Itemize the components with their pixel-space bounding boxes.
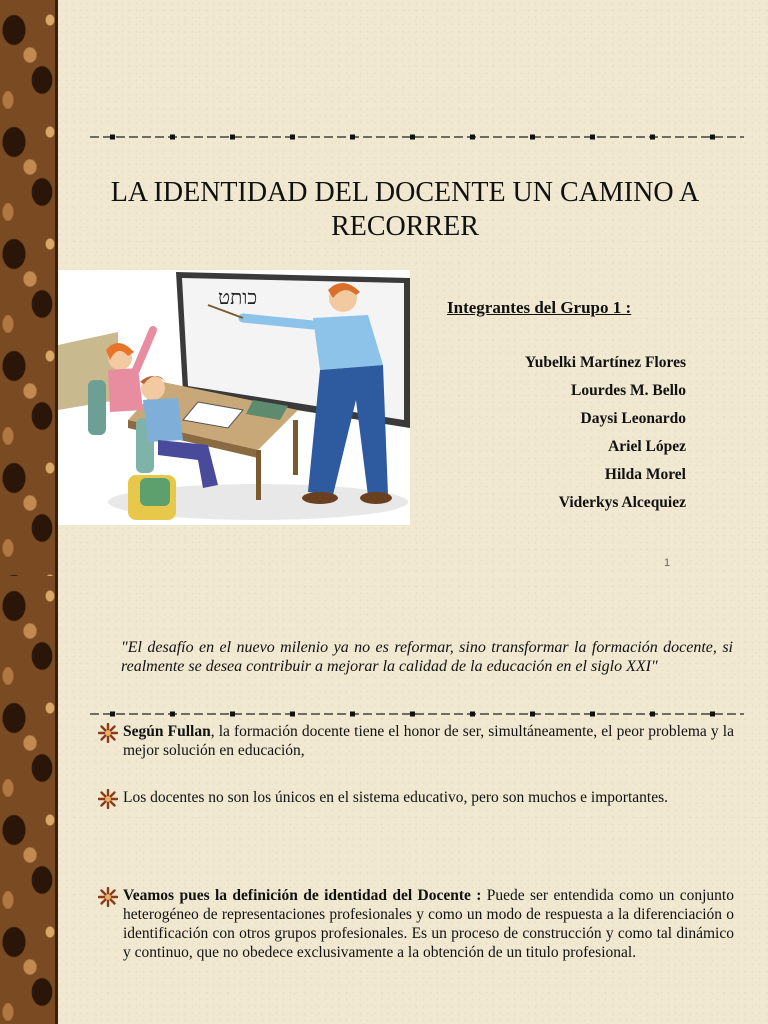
wood-border (0, 0, 58, 576)
bullet-body: Puede ser entendida como un conjunto heterogéneo de representaciones profesionales y como un modo de respuesta a la diferenciación o identificación con otros grupos profesionales. Es un proceso de construcción y como tal dinámico y continuo, que no obedece exclusivamente a la obtención de un titulo profesional. (123, 887, 734, 961)
bullet-body: Los docentes no son los únicos en el sistema educativo, pero son muchos e importantes. (123, 789, 668, 806)
member-name: Hilda Morel (604, 466, 686, 483)
member-name: Yubelki Martínez Flores (524, 354, 686, 371)
bullet-item (98, 788, 734, 809)
bullet-lead: Según Fullan (123, 723, 211, 740)
wood-border (0, 576, 58, 1024)
classroom-illustration (58, 270, 410, 525)
member-list (420, 349, 686, 517)
bullet-text (118, 788, 734, 809)
bullet-item (98, 886, 734, 962)
bullet-item (98, 722, 734, 760)
member-name: Lourdes M. Bello (571, 382, 686, 399)
svg-text:כותט: כותט (218, 285, 258, 309)
slide-title: LA IDENTIDAD DEL DOCENTE UN CAMINO A RECORRER (110, 177, 700, 242)
star-bullet-icon (98, 723, 118, 743)
member-name: Daysi Leonardo (580, 410, 686, 427)
page-number: 1 (664, 557, 671, 569)
bullet-text (118, 886, 734, 962)
decorative-dash-line (90, 133, 744, 141)
member-name: Ariel López (608, 438, 686, 455)
bullet-body: , la formación docente tiene el honor de ser, simultáneamente, el peor problema y la mejor solución en educación, (123, 723, 734, 759)
decorative-dash-line (90, 710, 744, 718)
bullet-lead: Veamos pues la definición de identidad del Docente : (123, 887, 482, 904)
star-bullet-icon (98, 789, 118, 809)
group-heading: Integrantes del Grupo 1 : (447, 298, 632, 317)
member-name: Viderkys Alcequiez (558, 494, 686, 511)
bullet-text (118, 722, 734, 760)
quote-text: "El desafío en el nuevo milenio ya no es reformar, sino transformar la formación docente, si realmente se desea contribuir a mejorar la calidad de la educación en el siglo XXI" (121, 639, 733, 675)
star-bullet-icon (98, 887, 118, 907)
